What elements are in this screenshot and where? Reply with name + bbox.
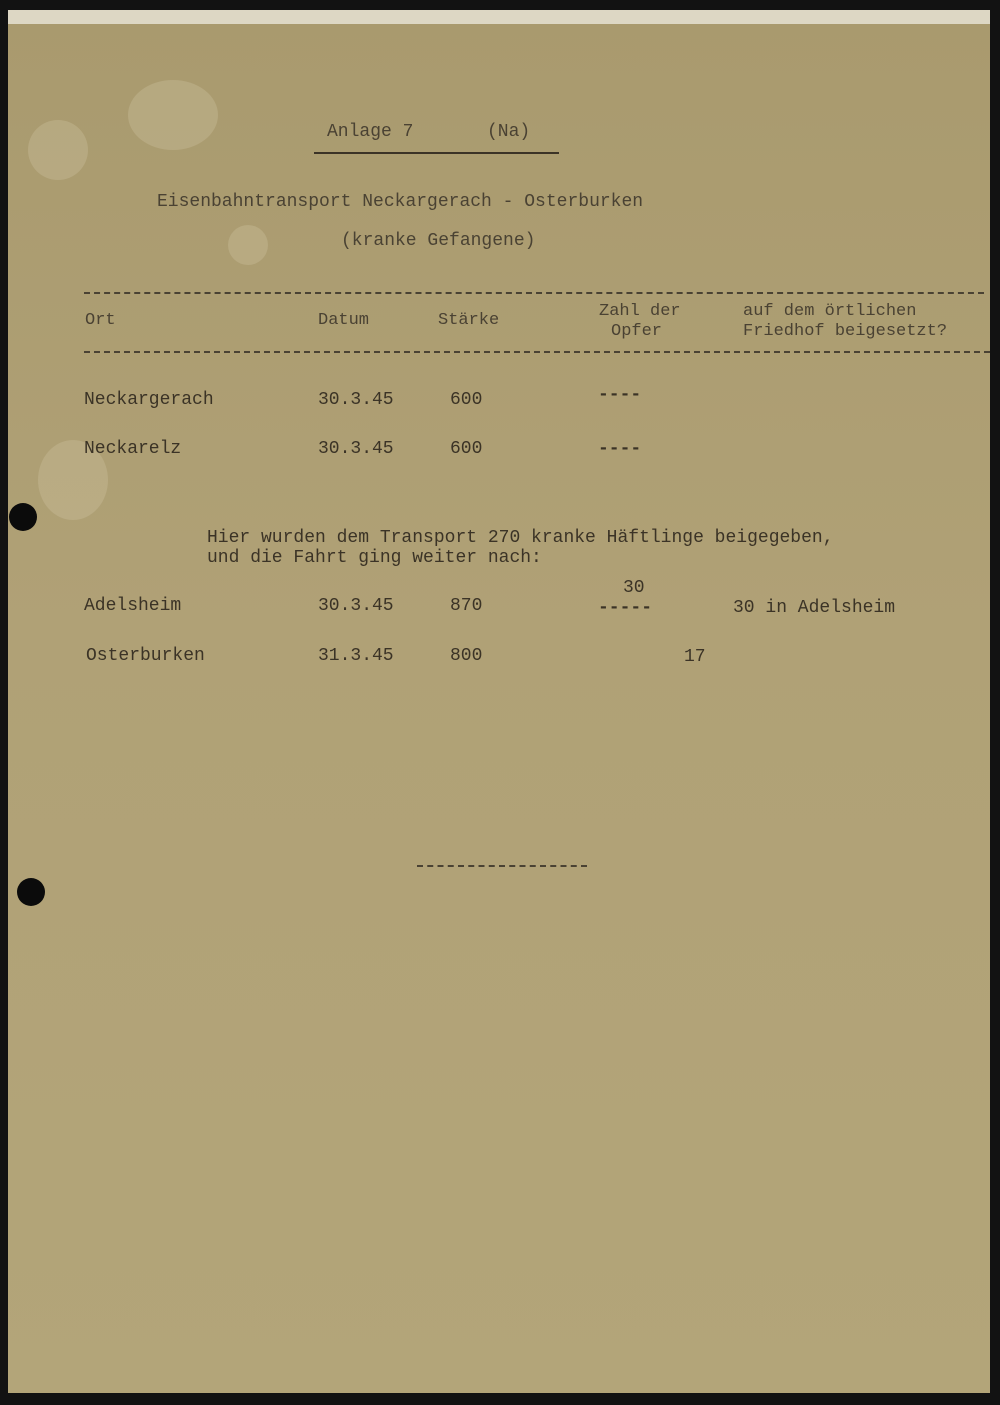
- stain: [128, 80, 218, 150]
- table-cell-ort: Neckargerach: [84, 390, 214, 410]
- table-cell-datum: 31.3.45: [318, 646, 394, 666]
- table-cell-staerke: 600: [450, 439, 483, 459]
- table-cell-opfer: ----: [598, 385, 642, 405]
- document-page: [8, 10, 990, 1393]
- document-title: Eisenbahntransport Neckargerach - Osterburken: [157, 192, 644, 212]
- table-cell-staerke: 800: [450, 646, 483, 666]
- table-cell-opfer: -----: [598, 598, 653, 618]
- table-cell-opfer: ----: [598, 439, 642, 459]
- table-cell-datum: 30.3.45: [318, 390, 394, 410]
- table-cell-opfer: 17: [684, 647, 706, 667]
- table-cell-friedhof: 30 in Adelsheim: [733, 598, 896, 618]
- punch-hole: [9, 503, 37, 531]
- heading-underline: [314, 152, 559, 154]
- table-rule-top: [84, 292, 984, 294]
- note-line-2: und die Fahrt ging weiter nach:: [207, 548, 542, 568]
- table-cell-ort: Adelsheim: [84, 596, 182, 616]
- table-cell-datum: 30.3.45: [318, 439, 394, 459]
- document-subtitle: (kranke Gefangene): [341, 231, 536, 251]
- header-datum: Datum: [318, 311, 370, 330]
- heading-mark: (Na): [487, 122, 531, 142]
- page-top-edge: [8, 10, 990, 24]
- header-friedhof-line2: Friedhof beigesetzt?: [743, 322, 948, 341]
- table-cell-ort: Neckarelz: [84, 439, 182, 459]
- header-opfer-line2: Opfer: [611, 322, 663, 341]
- table-cell-staerke: 600: [450, 390, 483, 410]
- header-opfer-line1: Zahl der: [599, 302, 681, 321]
- closing-rule: [417, 865, 587, 867]
- table-cell-opfer-above: 30: [623, 578, 645, 598]
- table-cell-ort: Osterburken: [86, 646, 205, 666]
- header-friedhof-line1: auf dem örtlichen: [743, 302, 917, 321]
- note-line-1: Hier wurden dem Transport 270 kranke Häftlinge beigegeben,: [207, 528, 834, 548]
- table-rule-header: [84, 351, 990, 353]
- table-cell-staerke: 870: [450, 596, 483, 616]
- table-cell-datum: 30.3.45: [318, 596, 394, 616]
- punch-hole: [17, 878, 45, 906]
- header-staerke: Stärke: [438, 311, 500, 330]
- stain: [28, 120, 88, 180]
- stain: [228, 225, 268, 265]
- heading: Anlage 7: [327, 122, 414, 142]
- header-ort: Ort: [85, 311, 116, 330]
